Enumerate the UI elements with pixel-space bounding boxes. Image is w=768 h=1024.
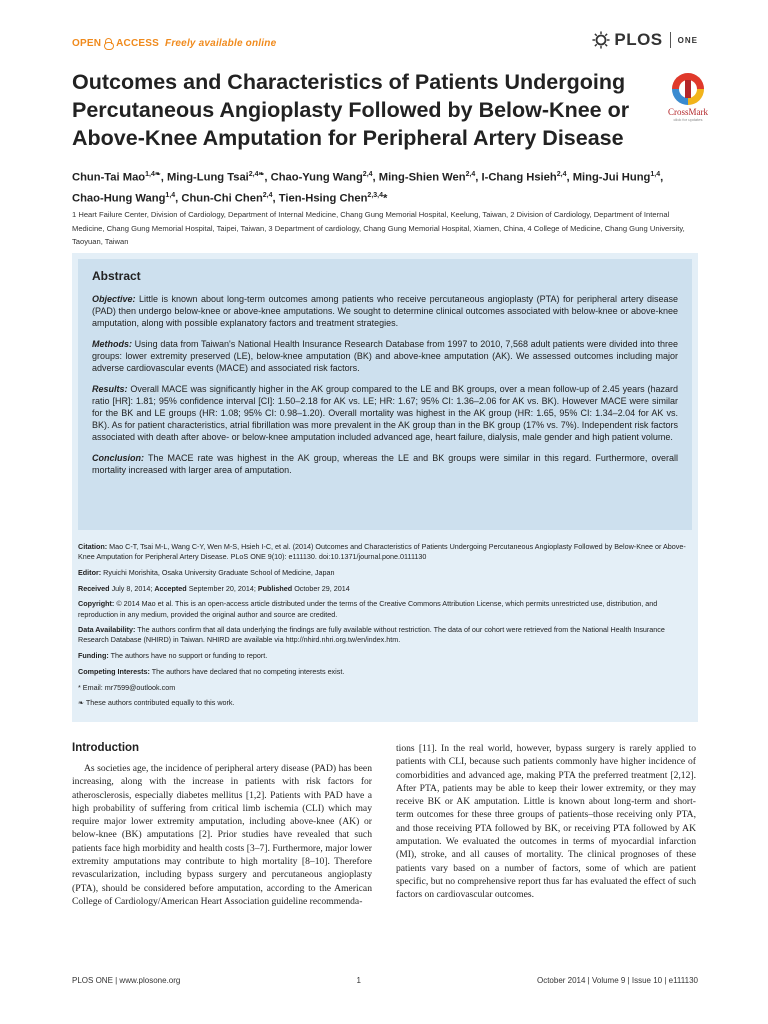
author-affiliation-marker: 2,4❧ bbox=[248, 171, 265, 178]
competing-text: The authors have declared that no competing interests exist. bbox=[151, 666, 345, 676]
author-name: Chun-Chi Chen bbox=[181, 192, 263, 205]
author-separator: , bbox=[160, 171, 167, 184]
abstract-box bbox=[72, 253, 698, 536]
one-wordmark: ONE bbox=[677, 35, 698, 45]
page-footer bbox=[72, 976, 698, 985]
data-availability bbox=[78, 625, 692, 645]
author-separator: , bbox=[566, 171, 573, 184]
copyright-label: Copyright: bbox=[78, 599, 115, 609]
author-separator: , bbox=[475, 171, 482, 184]
open-label: OPEN bbox=[72, 38, 102, 49]
article-metadata bbox=[78, 542, 692, 714]
funding bbox=[78, 651, 692, 661]
author-affiliation-marker: 1,4 bbox=[650, 171, 661, 178]
author-separator: , bbox=[660, 171, 664, 184]
author-list bbox=[72, 166, 698, 207]
author-name: Chao-Hung Wang bbox=[72, 192, 166, 205]
author-separator: , bbox=[272, 192, 279, 205]
citation bbox=[78, 542, 692, 562]
author-affiliation-marker: 2,3,4 bbox=[367, 191, 383, 199]
accepted-label: Accepted bbox=[154, 583, 187, 593]
citation-text: Mao C-T, Tsai M-L, Wang C-Y, Wen M-S, Hsieh I-C, et al. (2014) Outcomes and Characteristics of Patients Undergoing Percutaneous Angioplasty Followed by Below-Knee or Above-Knee Amputation for Peripheral Artery Disease. PLoS ONE 9(10): e111130. doi:10.1371/journal.pone.0111130 bbox=[78, 542, 686, 562]
author-affiliation-marker: 2,4 bbox=[262, 191, 273, 199]
editor-text: Ryuichi Morishita, Osaka University Graduate School of Medicine, Japan bbox=[103, 567, 335, 577]
methods-label: Methods: bbox=[92, 339, 132, 349]
open-lock-icon bbox=[104, 38, 113, 49]
article-title: Outcomes and Characteristics of Patients Undergoing Percutaneous Angioplasty Followed by Below-Knee or Above-Knee Amputation for Peripheral Artery Disease bbox=[72, 70, 630, 150]
intro-left-column bbox=[72, 742, 372, 908]
equal-contribution-note: ❧ These authors contributed equally to this work. bbox=[78, 698, 235, 708]
objective-text: Little is known about long-term outcomes among patients who receive percutaneous angioplasty (PTA) for peripheral artery disease (PAD) then undergo below-knee or above-knee amputations. We sought to determine clinical outcomes associated with below-knee or above-knee amputation, along with possible explanatory factors and treatment strategies. bbox=[92, 294, 678, 328]
dates bbox=[78, 584, 692, 594]
author-separator: * bbox=[383, 192, 388, 205]
author-affiliation-marker: 2,4 bbox=[465, 171, 476, 178]
logo-divider bbox=[670, 32, 671, 48]
abstract-inner bbox=[78, 259, 692, 530]
intro-paragraph-right: tions [11]. In the real world, however, bypass surgery is rarely applied to patients with CLI, because such patients commonly have higher incidence of comorbidities and advanced age, making PTA the preferred treatment [2,12]. After PTA, patients may be able to keep their lower extremity, or they may receive BK or AK amputation. Little is known about long-term and short-term outcomes for these three groups of patients–those receiving only PTA, and those receiving PTA followed by BK, or receiving PTA followed by AK amputation. We evaluated the outcomes in terms of myocardial infarction (MI), stroke, and all causes of mortality. The clinical prognoses of these patients vary based on a number of factors, some of which are patient specific, but no comprehensive report thus far has evaluated the effect of such factors on cardiovascular outcomes. bbox=[396, 743, 696, 901]
funding-label: Funding: bbox=[78, 651, 109, 661]
received-label: Received bbox=[78, 583, 110, 593]
editor bbox=[78, 568, 692, 578]
email[interactable]: * Email: mr7599@outlook.com bbox=[78, 682, 176, 692]
author-name: Ming-Jui Hung bbox=[572, 171, 651, 184]
results-label: Results: bbox=[92, 384, 128, 394]
intro-paragraph-left: As societies age, the incidence of peripheral artery disease (PAD) has been increasing, along with the increase in patients with risk factors for atherosclerosis, especially diabetes mellitus [1,2]. Patients with PAD have a high probability of suffering from critical limb ischemia (CLI) which may require major lower extremity amputation, including above-knee (AK) or below-knee (BK) amputations [2]. Prior studies have revealed that such patients face high morbidity and health costs [3–7]. Furthermore, major lower extremity amputations may contribute to high mortality [8–10]. Therefore revascularization, including bypass surgery and percutaneous angioplasty (PTA), should be considered before amputation, according to the American College of Cardiology/American Heart Association guideline recommenda- bbox=[72, 763, 372, 907]
accepted-date: September 20, 2014; bbox=[188, 583, 256, 593]
author-affiliation-marker: 2,4 bbox=[362, 171, 373, 178]
author-name: Ming-Lung Tsai bbox=[166, 171, 249, 184]
data-availability-label: Data Availability: bbox=[78, 625, 136, 635]
author-name: I-Chang Hsieh bbox=[481, 171, 557, 184]
conclusion-text: The MACE rate was highest in the AK group, whereas the LE and BK groups were similar in this regard. Furthermore, overall mortality increased with larger area of amputation. bbox=[92, 453, 678, 475]
plos-wordmark: PLOS bbox=[614, 30, 663, 49]
author-separator: , bbox=[264, 171, 271, 184]
plos-one-logo[interactable] bbox=[592, 30, 698, 50]
author-affiliation-marker: 1,4❧ bbox=[145, 171, 161, 178]
conclusion-label: Conclusion: bbox=[92, 453, 144, 463]
open-access-banner bbox=[72, 38, 276, 49]
published-label: Published bbox=[257, 583, 293, 593]
abstract-conclusion bbox=[92, 452, 678, 476]
crossmark-sublabel: click for updates bbox=[673, 117, 703, 122]
intro-heading: Introduction bbox=[72, 742, 140, 754]
competing-interests bbox=[78, 667, 692, 677]
freely-available-label: Freely available online bbox=[165, 38, 277, 49]
author-affiliation-marker: 1,4 bbox=[165, 191, 176, 199]
crossmark-label: CrossMark bbox=[668, 107, 708, 117]
competing-label: Competing Interests: bbox=[78, 666, 150, 676]
published-date: October 29, 2014 bbox=[294, 583, 350, 593]
author-affiliation-marker: 2,4 bbox=[556, 171, 567, 178]
footer-journal[interactable]: PLOS ONE | www.plosone.org bbox=[72, 976, 181, 985]
copyright-text: © 2014 Mao et al. This is an open-access article distributed under the terms of the Creative Commons Attribution License, which permits unrestricted use, distribution, and reproduction in any medium, provided the original author and source are credited. bbox=[78, 599, 658, 619]
author-name: Tien-Hsing Chen bbox=[278, 192, 368, 205]
abstract-methods bbox=[92, 338, 678, 374]
data-availability-text: The authors confirm that all data underlying the findings are fully available without restriction. The data of our cohort were retrieved from the National Health Insurance Research Database (NHIRD) in Taiwan. NHIRD are available via http://nhird.nhri.org.tw/en/index.htm. bbox=[78, 625, 665, 645]
author-name: Chao-Yung Wang bbox=[270, 171, 363, 184]
funding-text: The authors have no support or funding to report. bbox=[110, 651, 268, 661]
affiliations: 1 Heart Failure Center, Division of Cardiology, Department of Internal Medicine, Chang Gung Memorial Hospital, Keelung, Taiwan, 2 Division of Cardiology, Department of Internal Medicine, Chang Gung Memorial Hospital, Taipei, Taiwan, 3 Department of cardiology, Chang Gung Memorial Hospital, Xiamen, China, 4 College of Medicine, Chang Gung University, Taoyuan, Taiwan bbox=[72, 210, 685, 246]
abstract-objective bbox=[92, 293, 678, 329]
copyright bbox=[78, 599, 692, 619]
objective-label: Objective: bbox=[92, 294, 136, 304]
plos-sun-icon bbox=[592, 31, 610, 49]
author-name: Chun-Tai Mao bbox=[72, 171, 146, 184]
access-label: ACCESS bbox=[116, 38, 160, 49]
intro-right-column bbox=[396, 742, 696, 902]
author-separator: , bbox=[175, 192, 182, 205]
editor-label: Editor: bbox=[78, 567, 102, 577]
page-number: 1 bbox=[356, 976, 361, 985]
citation-label: Citation: bbox=[78, 542, 108, 551]
methods-text: Using data from Taiwan's National Health Insurance Research Database from 1997 to 2010, 7,568 adult patients were divided into three groups: lower extremity preserved (LE), below-knee amputation (BK) and above-knee amputation (AK). We assessed outcomes including major adverse cardiovascular events (MACE) and associated risk factors. bbox=[92, 339, 678, 373]
author-separator: , bbox=[372, 171, 379, 184]
results-text: Overall MACE was significantly higher in the AK group compared to the LE and BK groups, over a mean follow-up of 2.45 years (hazard ratio [HR]: 1.81; 95% confidence interval [CI]: 1.50–2.18 for AK vs. LE; HR: 1.67; 95% CI: 1.36–2.06 for AK vs. BK). However MACE were similar for the BK and LE groups (HR: 1.08; 95% CI: 0.98–1.20). Overall mortality was highest in the AK group (HR: 1.65, 95% CI: 1.34–2.04 for AK vs. BK). As for patient characteristics, atrial fibrillation was more prevalent in the AK group than in the BK group (17% vs. 7%). Independent risk factors associated with death after above- or below-knee amputation included advanced age, heart failure, dialysis, male gender and high patient volume. bbox=[92, 384, 678, 442]
footer-issue: October 2014 | Volume 9 | Issue 10 | e111130 bbox=[536, 976, 698, 985]
abstract-heading: Abstract bbox=[92, 269, 141, 283]
author-name: Ming-Shien Wen bbox=[378, 171, 466, 184]
received-date: July 8, 2014; bbox=[111, 583, 153, 593]
abstract-results bbox=[92, 383, 678, 443]
